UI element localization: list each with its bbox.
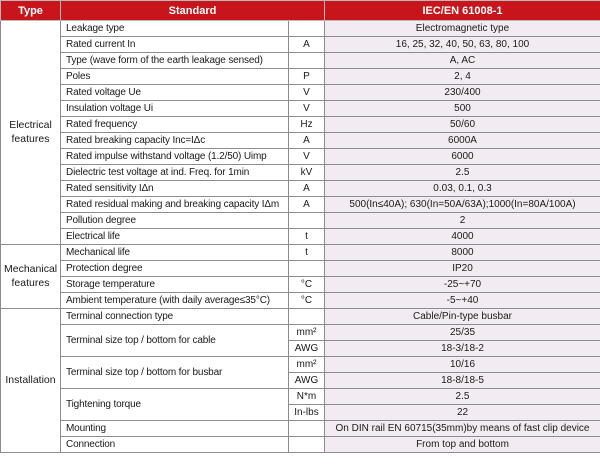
value-cell: Cable/Pin-type busbar: [325, 309, 600, 325]
unit-cell: °C: [289, 293, 325, 309]
value-cell: 2.5: [325, 165, 600, 181]
unit-cell: N*m: [289, 389, 325, 405]
table-row: [1, 165, 600, 181]
table-row: [1, 325, 600, 341]
standard-cell: Insulation voltage Ui: [61, 101, 289, 117]
standard-cell: Rated current In: [61, 37, 289, 53]
table-row: [1, 53, 600, 69]
header-standard: Standard: [61, 1, 325, 21]
value-cell: 8000: [325, 245, 600, 261]
value-cell: 2.5: [325, 389, 600, 405]
unit-cell: AWG: [289, 373, 325, 389]
standard-cell: Pollution degree: [61, 213, 289, 229]
table-row: [1, 85, 600, 101]
unit-cell: [289, 309, 325, 325]
standard-cell: Rated voltage Ue: [61, 85, 289, 101]
table-row: [1, 229, 600, 245]
header-type: Type: [1, 1, 61, 21]
table-row: [1, 181, 600, 197]
standard-cell: Mounting: [61, 421, 289, 437]
unit-cell: [289, 437, 325, 453]
table-row: [1, 117, 600, 133]
value-cell: 50/60: [325, 117, 600, 133]
value-cell: 6000: [325, 149, 600, 165]
unit-cell: V: [289, 149, 325, 165]
standard-cell: Rated sensitivity IΔn: [61, 181, 289, 197]
table-row: [1, 437, 600, 453]
value-cell: On DIN rail EN 60715(35mm)by means of fast clip device: [325, 421, 600, 437]
unit-cell: V: [289, 85, 325, 101]
header-row: [1, 1, 600, 21]
standard-cell: Type (wave form of the earth leakage sensed): [61, 53, 289, 69]
table-row: [1, 277, 600, 293]
table-row: [1, 149, 600, 165]
standard-cell: Terminal connection type: [61, 309, 289, 325]
unit-cell: In-lbs: [289, 405, 325, 421]
unit-cell: [289, 21, 325, 37]
group-cell: Electrical features: [1, 21, 61, 245]
unit-cell: °C: [289, 277, 325, 293]
standard-cell: Tightening torque: [61, 389, 289, 421]
standard-cell: Mechanical life: [61, 245, 289, 261]
value-cell: 0.03, 0.1, 0.3: [325, 181, 600, 197]
value-cell: 2: [325, 213, 600, 229]
standard-cell: Electrical life: [61, 229, 289, 245]
unit-cell: t: [289, 245, 325, 261]
value-cell: -25~+70: [325, 277, 600, 293]
unit-cell: AWG: [289, 341, 325, 357]
unit-cell: mm²: [289, 357, 325, 373]
standard-cell: Ambient temperature (with daily average≤35°C): [61, 293, 289, 309]
table-row: [1, 213, 600, 229]
standard-cell: Terminal size top / bottom for cable: [61, 325, 289, 357]
table-row: [1, 293, 600, 309]
unit-cell: P: [289, 69, 325, 85]
standard-cell: Connection: [61, 437, 289, 453]
table-row: [1, 245, 600, 261]
standard-cell: Rated impulse withstand voltage (1.2/50) Uimp: [61, 149, 289, 165]
standard-cell: Leakage type: [61, 21, 289, 37]
value-cell: A, AC: [325, 53, 600, 69]
value-cell: 2, 4: [325, 69, 600, 85]
value-cell: 16, 25, 32, 40, 50, 63, 80, 100: [325, 37, 600, 53]
unit-cell: A: [289, 197, 325, 213]
header-value: IEC/EN 61008-1: [325, 1, 600, 21]
standard-cell: Storage temperature: [61, 277, 289, 293]
value-cell: IP20: [325, 261, 600, 277]
unit-cell: kV: [289, 165, 325, 181]
table-row: [1, 309, 600, 325]
standard-cell: Rated frequency: [61, 117, 289, 133]
group-cell: Mechanical features: [1, 245, 61, 309]
unit-cell: A: [289, 133, 325, 149]
value-cell: 18-3/18-2: [325, 341, 600, 357]
unit-cell: [289, 213, 325, 229]
standard-cell: Dielectric test voltage at ind. Freq. for 1min: [61, 165, 289, 181]
value-cell: 500(In≤40A); 630(In=50A/63A);1000(In=80A/100A): [325, 197, 600, 213]
value-cell: 10/16: [325, 357, 600, 373]
unit-cell: V: [289, 101, 325, 117]
table-row: [1, 69, 600, 85]
value-cell: 4000: [325, 229, 600, 245]
value-cell: 230/400: [325, 85, 600, 101]
group-cell: Installation: [1, 309, 61, 453]
standard-cell: Rated breaking capacity Inc=IΔc: [61, 133, 289, 149]
value-cell: -5~+40: [325, 293, 600, 309]
value-cell: 18-8/18-5: [325, 373, 600, 389]
unit-cell: Hz: [289, 117, 325, 133]
standard-cell: Poles: [61, 69, 289, 85]
unit-cell: mm²: [289, 325, 325, 341]
unit-cell: t: [289, 229, 325, 245]
unit-cell: [289, 421, 325, 437]
table-row: [1, 197, 600, 213]
table-row: [1, 21, 600, 37]
table-row: [1, 357, 600, 373]
value-cell: 6000A: [325, 133, 600, 149]
unit-cell: A: [289, 37, 325, 53]
value-cell: Electromagnetic type: [325, 21, 600, 37]
table-row: [1, 101, 600, 117]
standard-cell: Terminal size top / bottom for busbar: [61, 357, 289, 389]
value-cell: 500: [325, 101, 600, 117]
table-row: [1, 133, 600, 149]
unit-cell: [289, 261, 325, 277]
value-cell: 22: [325, 405, 600, 421]
table-row: [1, 37, 600, 53]
standard-cell: Rated residual making and breaking capacity IΔm: [61, 197, 289, 213]
value-cell: From top and bottom: [325, 437, 600, 453]
unit-cell: A: [289, 181, 325, 197]
standard-cell: Protection degree: [61, 261, 289, 277]
table-row: [1, 261, 600, 277]
unit-cell: [289, 53, 325, 69]
table-row: [1, 389, 600, 405]
spec-table-body: [1, 21, 600, 453]
value-cell: 25/35: [325, 325, 600, 341]
table-row: [1, 421, 600, 437]
